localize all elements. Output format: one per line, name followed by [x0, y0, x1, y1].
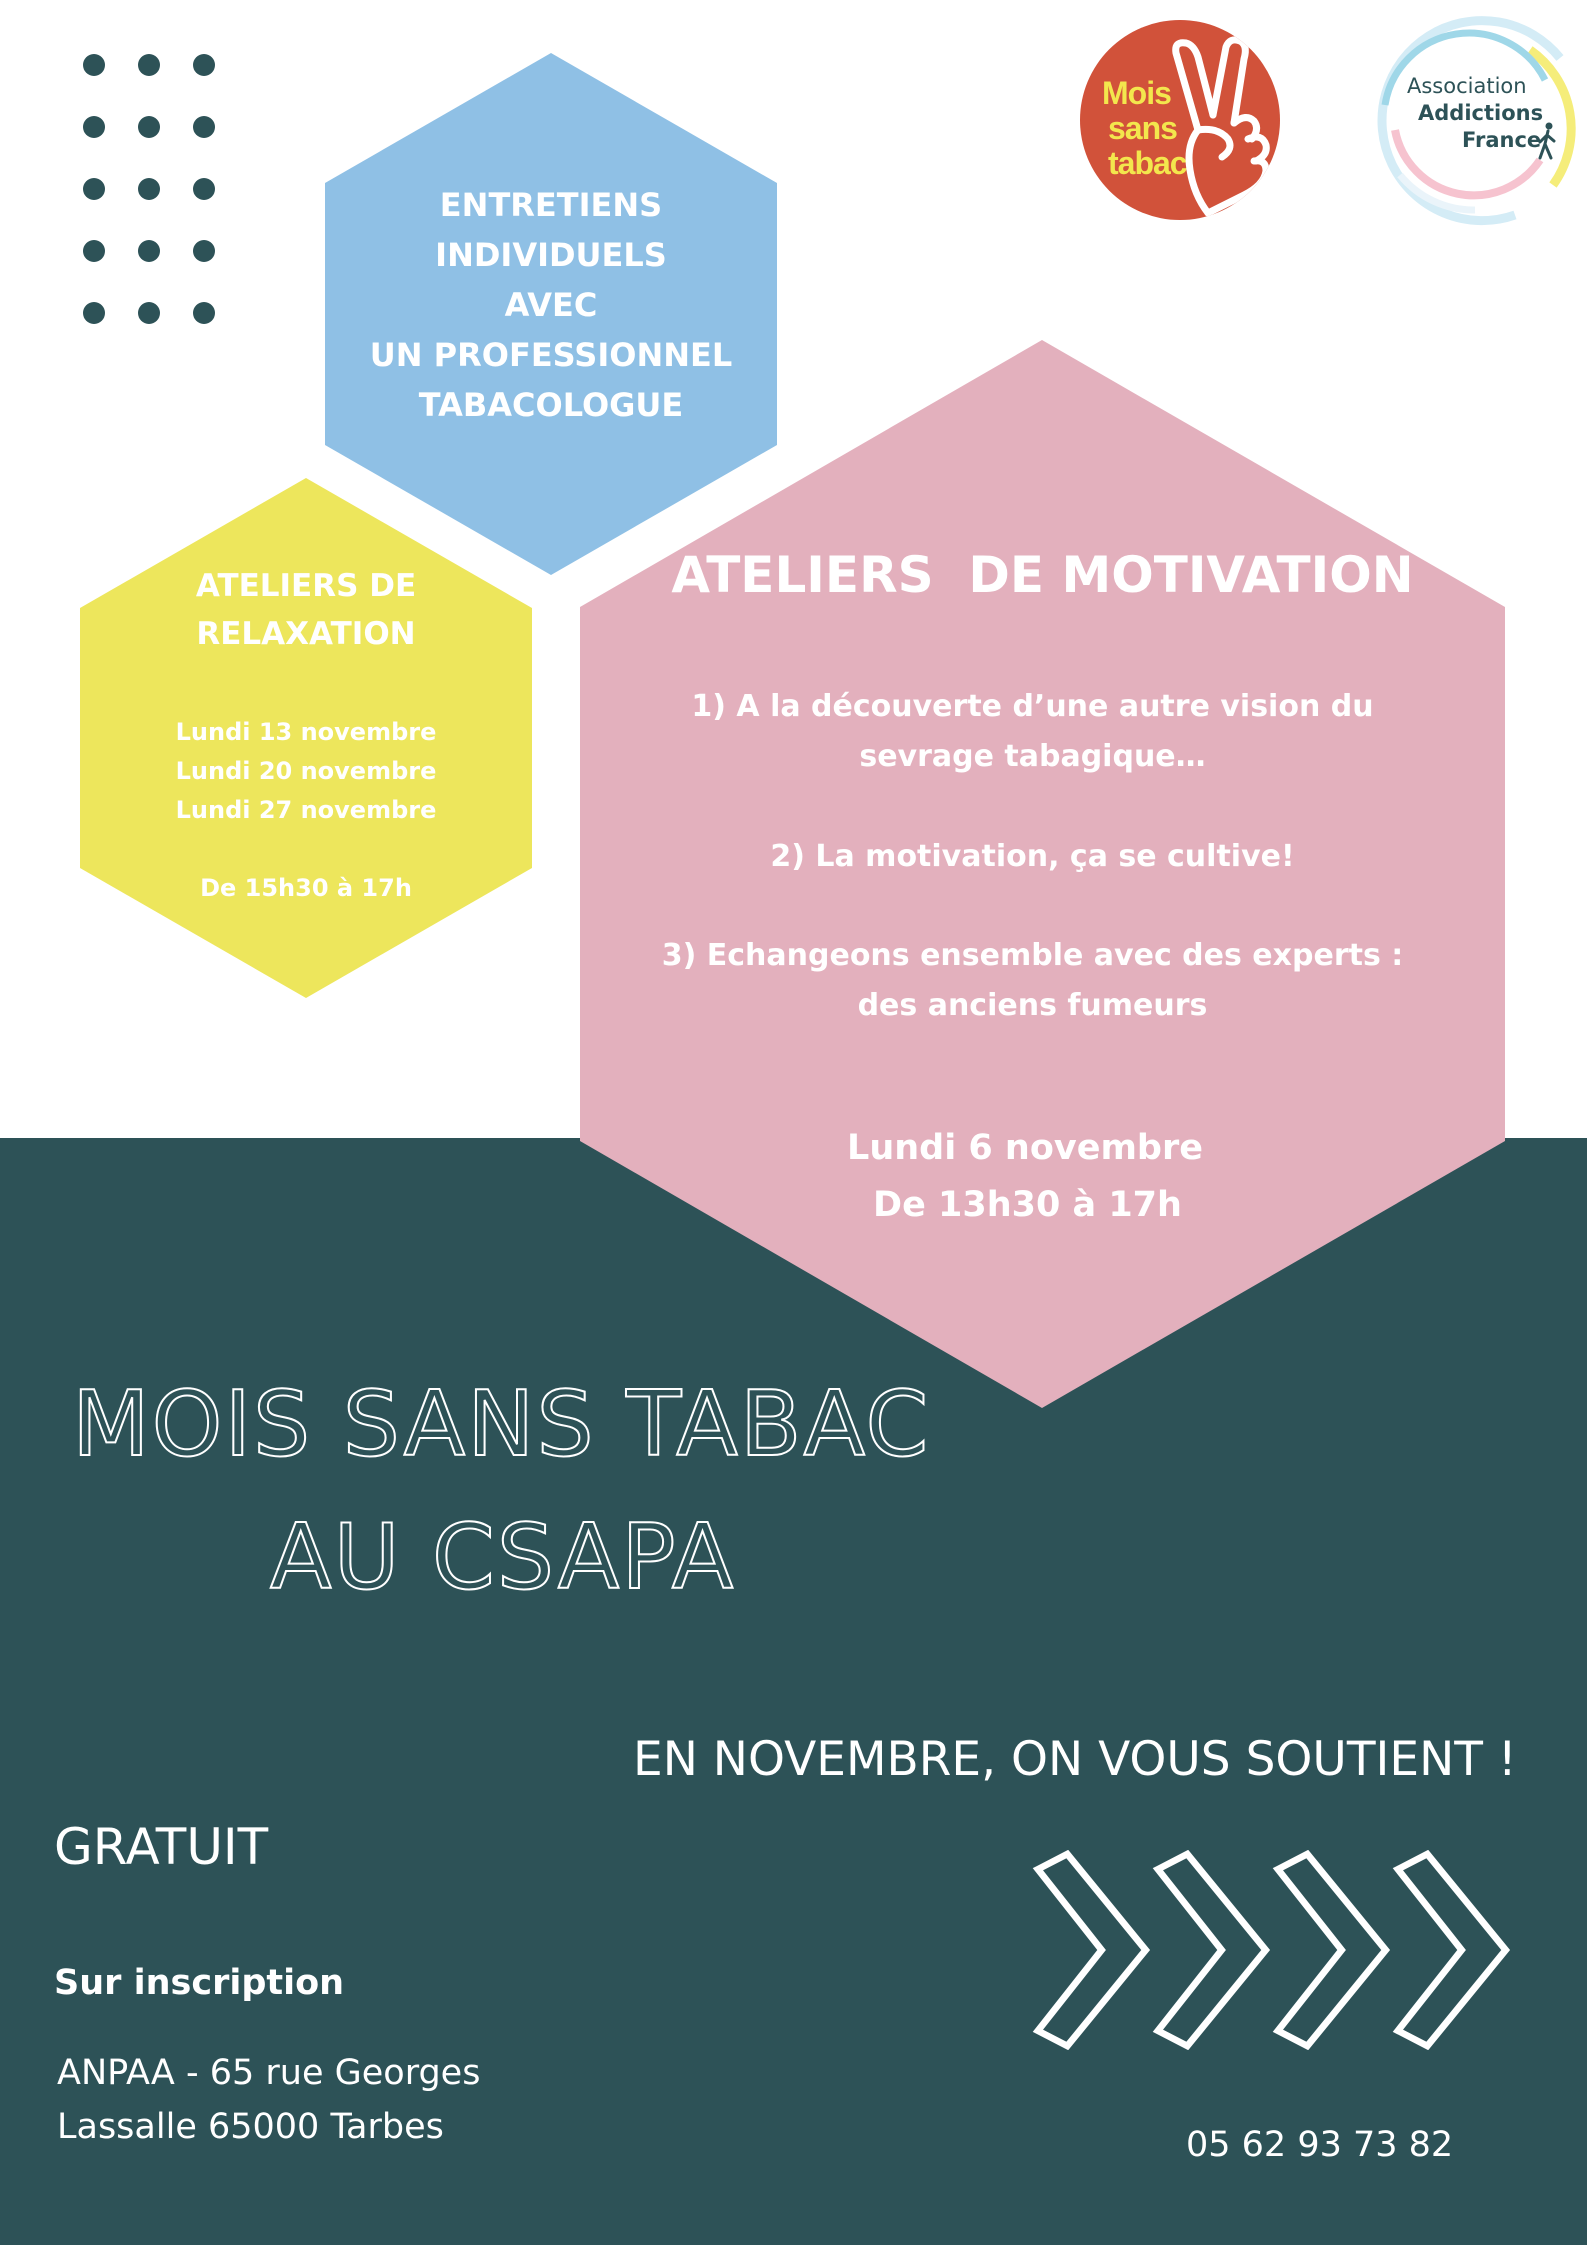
entretiens-line: INDIVIDUELS	[435, 236, 667, 274]
motivation-item-3-line: des anciens fumeurs	[857, 988, 1208, 1023]
entretiens-line: AVEC	[504, 286, 598, 324]
motivation-item-1	[580, 682, 1485, 782]
address-line-1: ANPAA - 65 rue Georges	[57, 2053, 481, 2093]
logo-line-association: Association	[1407, 74, 1527, 98]
relaxation-date: Lundi 13 novembre	[175, 718, 437, 746]
motivation-item-3-line: 3) Echangeons ensemble avec des experts :	[661, 938, 1404, 973]
chevron-right-icon	[1278, 1854, 1386, 2046]
dot	[138, 54, 160, 76]
motivation-item-3	[580, 931, 1485, 1031]
logo-line-addictions: Addictions	[1418, 101, 1544, 125]
dot	[193, 178, 215, 200]
victory-hand-icon	[1168, 35, 1278, 220]
motivation-item-1-line: 1) A la découverte d’une autre vision du	[691, 689, 1374, 724]
dot	[193, 54, 215, 76]
motivation-item-1-line: sevrage tabagique…	[859, 739, 1206, 774]
logo-word: Mois	[1102, 75, 1171, 111]
main-title-line-1: MOIS SANS TABAC	[72, 1372, 931, 1477]
relaxation-date: Lundi 20 novembre	[175, 757, 437, 785]
chevron-arrows	[1030, 1850, 1530, 2050]
main-title-line-2: AU CSAPA	[270, 1505, 736, 1610]
relaxation-title-line: ATELIERS DE	[195, 568, 417, 604]
dot	[138, 302, 160, 324]
inscription-label: Sur inscription	[54, 1963, 345, 2003]
dot	[83, 116, 105, 138]
dot	[83, 54, 105, 76]
address-line-2: Lassalle 65000 Tarbes	[57, 2107, 444, 2147]
motivation-date: Lundi 6 novembre	[847, 1128, 1203, 1168]
chevron-right-icon	[1398, 1854, 1506, 2046]
relaxation-title-line: RELAXATION	[196, 616, 416, 652]
dot	[138, 240, 160, 262]
chevron-right-icon	[1038, 1854, 1146, 2046]
motivation-title: ATELIERS DE MOTIVATION	[671, 546, 1414, 604]
dot	[193, 302, 215, 324]
tagline: EN NOVEMBRE, ON VOUS SOUTIENT !	[633, 1732, 1517, 1787]
chevron-right-icon	[1158, 1854, 1266, 2046]
walking-person-icon	[1537, 122, 1559, 162]
dot	[138, 178, 160, 200]
mois-sans-tabac-logo	[1080, 20, 1280, 220]
dot	[193, 240, 215, 262]
logo-line-france: France	[1462, 128, 1542, 152]
relaxation-date: Lundi 27 novembre	[175, 796, 437, 824]
logo-word: sans	[1108, 110, 1177, 146]
motivation-time: De 13h30 à 17h	[873, 1185, 1182, 1225]
dot	[193, 116, 215, 138]
relaxation-title	[80, 562, 532, 658]
dot	[83, 240, 105, 262]
motivation-item-2: 2) La motivation, ça se cultive!	[770, 839, 1295, 874]
association-addictions-france-logo	[1355, 10, 1580, 230]
gratuit-label: GRATUIT	[54, 1818, 269, 1876]
dot-grid-decoration	[75, 50, 235, 340]
relaxation-dates	[80, 713, 532, 830]
dot	[138, 116, 160, 138]
logo-word: tabac	[1108, 145, 1187, 181]
entretiens-line: UN PROFESSIONNEL	[369, 336, 733, 374]
dot	[83, 302, 105, 324]
entretiens-line: TABACOLOGUE	[418, 386, 684, 424]
phone-number: 05 62 93 73 82	[1186, 2125, 1454, 2165]
dot	[83, 178, 105, 200]
relaxation-time: De 15h30 à 17h	[200, 874, 412, 902]
entretiens-line: ENTRETIENS	[439, 186, 663, 224]
